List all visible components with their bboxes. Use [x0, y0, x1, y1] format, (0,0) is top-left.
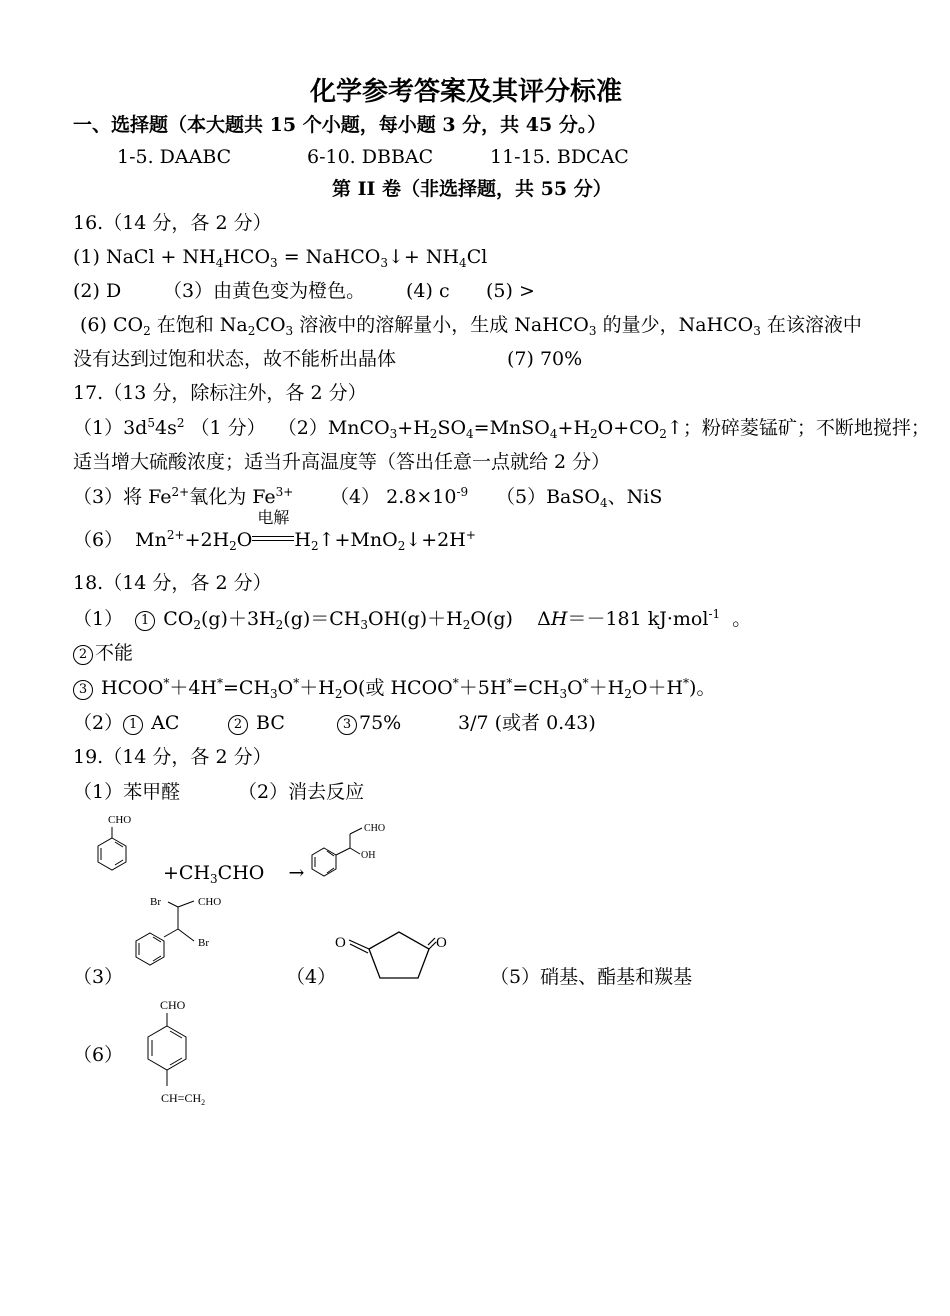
- s2-heading-roman: II: [357, 178, 376, 200]
- cho-label: CHO: [108, 814, 132, 826]
- q18-part1-2: [73, 641, 133, 665]
- q18-part2-c: [337, 711, 401, 735]
- product-structure: [308, 820, 398, 880]
- q17-p3-a: （3）将 Fe: [73, 486, 172, 508]
- circled-2-icon: 2: [228, 715, 248, 735]
- q16-part4: (4) c: [406, 280, 450, 302]
- q17-p5-b: 、NiS: [607, 486, 663, 508]
- q17-part3: （3）将 $Fe^{2+}$氧化为 $Fe^{3+}$: [73, 485, 294, 508]
- q18-part1-1: （1） 1 $CO_2(g)+3H_2(g)=CH_3OH(g)+H_2O(g)$ ΔH＝－181 kJ·mol$^{-1}$ 。: [73, 607, 752, 632]
- s2-heading-pre: 第: [332, 178, 358, 200]
- q16-p6-e: 的量少，NaHCO: [596, 314, 754, 336]
- q16-part5: (5) >: [486, 280, 535, 302]
- q16-p1-label: (1): [73, 246, 106, 268]
- section2-heading: [332, 177, 612, 201]
- q19-part5: （5）硝基、酯基和羰基: [490, 966, 693, 988]
- reaction-arrow-icon: →: [288, 862, 305, 884]
- q17-part6: （6） $Mn^{2+}+2H_2O$ 电解 $H_2↑+MnO_2↓+2H^+$: [73, 508, 476, 553]
- q17-part5: （5）BaSO$_4$、NiS: [496, 486, 663, 510]
- q18-p2-2: BC: [256, 712, 285, 734]
- s1-heading-t: 45: [525, 114, 553, 136]
- q17-p1-a: （1）3d: [73, 417, 148, 439]
- q18-part2: [73, 711, 179, 735]
- s1-heading-end: 分。）: [552, 114, 607, 136]
- q17-p1-b: 4s: [154, 417, 177, 439]
- q17-line2: 适当增大硫酸浓度；适当升高温度等（答出任意一点就给 2 分）: [73, 451, 611, 473]
- q19-part6-label: （6）: [73, 1044, 124, 1066]
- q16-part3: （3）由黄色变为橙色。: [163, 280, 366, 302]
- o-label: O: [335, 935, 346, 951]
- q17-p1-c: （1 分）: [190, 417, 266, 439]
- electrolysis-label: 电解: [257, 508, 290, 527]
- cho-label: CHO: [198, 896, 222, 908]
- reagent-b: CHO: [217, 862, 265, 884]
- vinyl-text: CH=CH: [161, 1091, 202, 1105]
- s1-heading-m: 3: [442, 114, 456, 136]
- q18-c2-text: 不能: [95, 642, 134, 664]
- reagent-a: +CH: [163, 862, 211, 884]
- q16-p6-a: (6) CO: [80, 314, 144, 336]
- q18-p1-label: （1）: [73, 608, 124, 630]
- q18-p2-1: AC: [151, 712, 180, 734]
- q17-p3-b: 氧化为 Fe: [189, 486, 276, 508]
- cho-label: CHO: [364, 823, 386, 834]
- q18-dh-unit: kJ·mol: [647, 608, 709, 630]
- circled-1-icon: 1: [123, 715, 143, 735]
- q19-part4-label: （4）: [286, 966, 337, 988]
- q17-p2-label: （2）: [277, 417, 328, 439]
- q16-part1: (1) NaCl + $NH_4HCO_3$ = NaHCO$_3$↓+ $NH_4Cl$: [73, 246, 488, 270]
- o-label: O: [436, 935, 447, 951]
- q19-part3-label: （3）: [73, 966, 124, 988]
- section1-heading: [73, 113, 606, 137]
- q17-part4: （4） $2.8\times 10^{-9}$: [330, 485, 469, 508]
- dibromo-structure: [122, 893, 232, 983]
- q18-p2-3: 75%: [359, 712, 402, 734]
- q18-p2-label: （2）: [73, 712, 124, 734]
- circled-3-icon: 3: [73, 680, 93, 700]
- s2-heading-end: 分）: [567, 178, 612, 200]
- answers-11-15: 11-15. BDCAC: [490, 146, 629, 168]
- q16-part2: (2) D: [73, 280, 122, 302]
- oh-label: OH: [361, 850, 376, 861]
- q16-part6-line2: 没有达到过饱和状态，故不能析出晶体: [73, 348, 397, 370]
- s1-heading-mid2: 分，共: [455, 114, 526, 136]
- s1-heading-mid: 个小题，每小题: [296, 114, 443, 136]
- circled-1-icon: 1: [135, 611, 155, 631]
- q18-part1-3: 3 $HCOO^*+4H^*=CH_3O^*+H_2O$(或 $HCOO^*+5H^*=CH_3O^*+H_2O+H^*$)。: [73, 676, 715, 700]
- circled-2-icon: 2: [73, 645, 93, 665]
- answers-6-10: 6-10. DBBAC: [307, 146, 434, 168]
- q18-part2-b: [228, 711, 285, 735]
- q16-header: 16.（14 分，各 2 分）: [73, 212, 272, 234]
- q17-p4-a: （4） 2.8×10: [330, 486, 457, 508]
- s1-heading-n: 15: [269, 114, 297, 136]
- q16-part7: (7) 70%: [507, 348, 583, 370]
- br-label: Br: [198, 937, 209, 949]
- q16-p6-d: 溶液中的溶解量小，生成 NaHCO: [293, 314, 589, 336]
- q18-header: 18.（14 分，各 2 分）: [73, 572, 272, 594]
- cyclopentanedione-structure: [332, 928, 462, 988]
- q17-header: 17.（13 分，除标注外，各 2 分）: [73, 382, 367, 404]
- benzaldehyde-structure: [88, 812, 148, 882]
- q19-part2: （2）消去反应: [238, 781, 365, 803]
- circled-3-icon: 3: [337, 715, 357, 735]
- q16-part6-line1: (6) $CO_2$ 在饱和 $Na_2CO_3$ 溶液中的溶解量小，生成 NaHCO$_3$ 的量少，NaHCO$_3$ 在该溶液中: [80, 314, 862, 338]
- vinylbenzaldehyde-structure: [140, 996, 230, 1116]
- s2-heading-t: 55: [540, 178, 568, 200]
- electrolysis-condition: [252, 508, 294, 552]
- q17-p2-tail: ；粉碎菱锰矿；不断地搅拌；: [682, 417, 930, 439]
- page-title: 化学参考答案及其评分标准: [310, 77, 623, 107]
- s1-heading-pre: 一、选择题（本大题共: [73, 114, 270, 136]
- q16-p6-b: 在饱和 Na: [150, 314, 248, 336]
- q16-p6-f: 在该溶液中: [760, 314, 862, 336]
- cho-label: CHO: [160, 998, 186, 1012]
- vinyl-label: $CH=CH_2$: [161, 1091, 206, 1107]
- q19-header: 19.（14 分，各 2 分）: [73, 746, 272, 768]
- q19-reaction-reagent: $+CH_3CHO$ →: [163, 862, 305, 886]
- q17-p6-label: （6）: [73, 529, 124, 551]
- s2-heading-mid: 卷（非选择题，共: [375, 178, 541, 200]
- q19-part1: （1）苯甲醛: [73, 781, 181, 803]
- q18-part2-d: 3/7 (或者 0.43): [458, 712, 596, 734]
- br-label: Br: [150, 896, 161, 908]
- answers-1-5: 1-5. DAABC: [117, 146, 232, 168]
- q17-p5-a: （5）BaSO: [496, 486, 600, 508]
- q18-dh-value: －181: [586, 608, 642, 630]
- q16-p6-c: CO: [255, 314, 286, 336]
- q17-line1: $(1)3d^54s^2$ （1 分） $(2)MnCO_3+H_2SO_4=MnSO_4+H_2O+CO_2↑$；粉碎菱锰矿；不断地搅拌；: [73, 416, 930, 441]
